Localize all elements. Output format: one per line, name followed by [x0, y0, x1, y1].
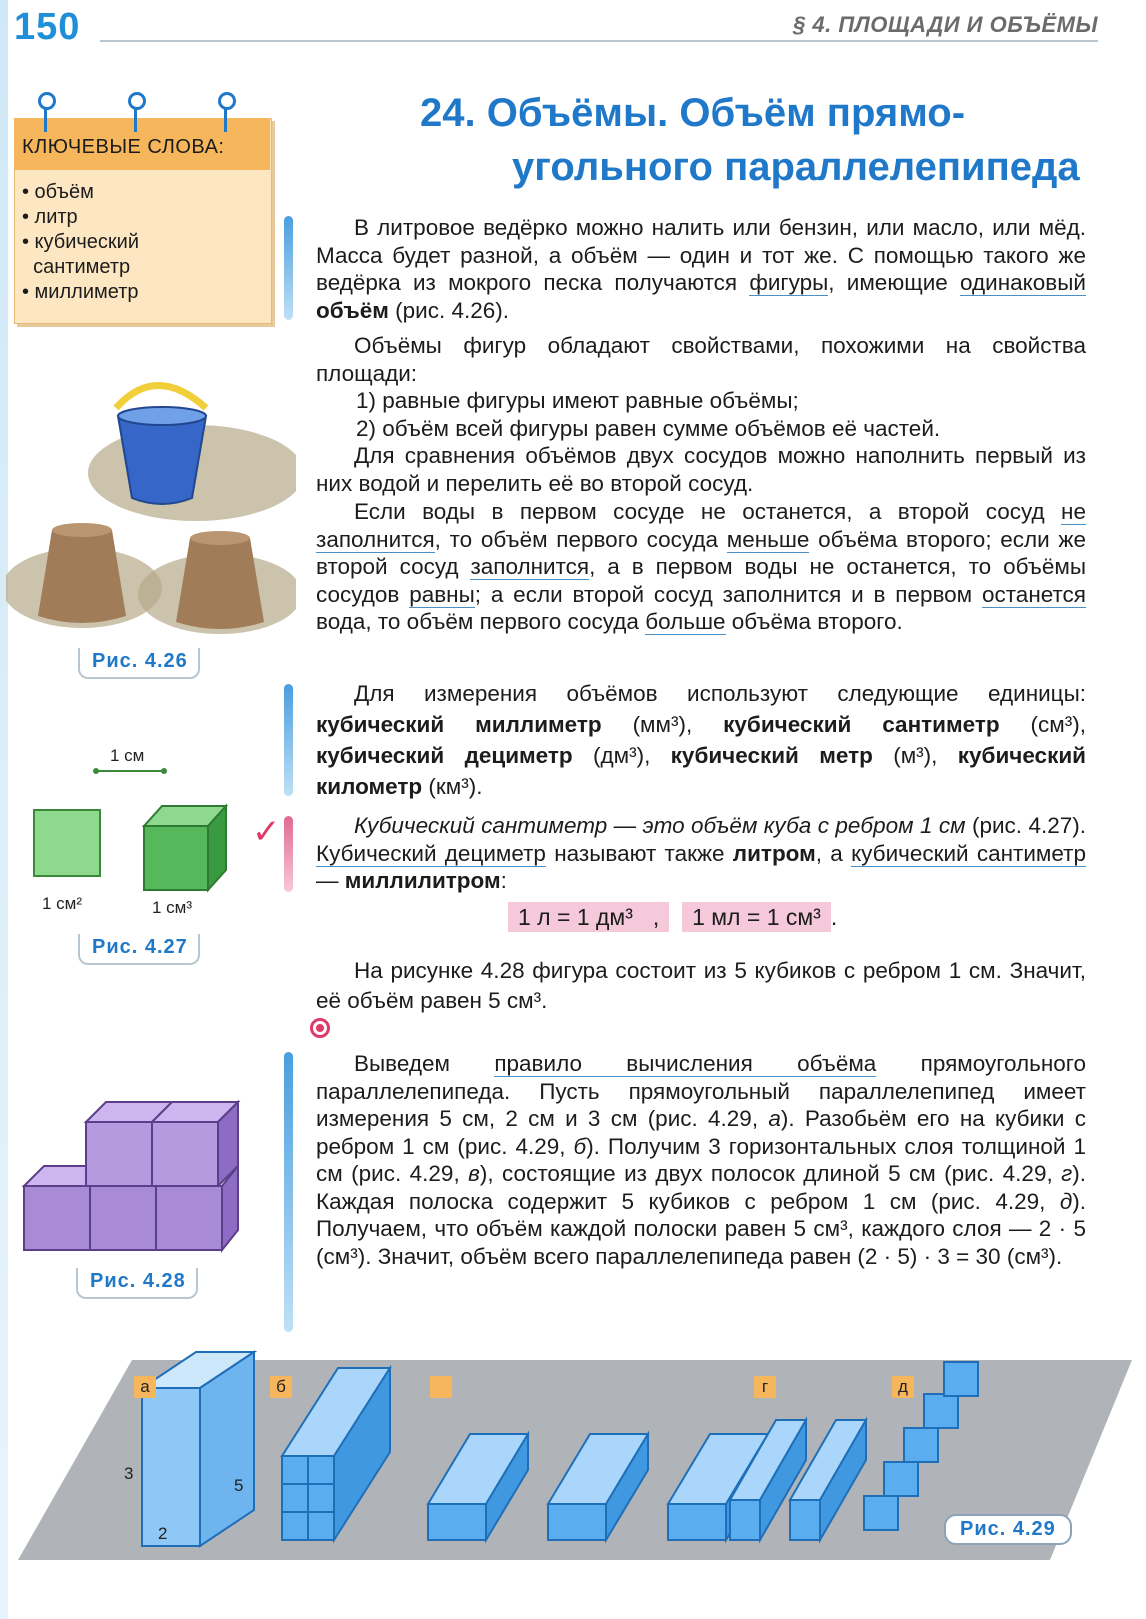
binder-ring-icon	[128, 92, 146, 110]
target-icon	[310, 1018, 330, 1038]
dimension-width: 2	[158, 1524, 168, 1543]
cube-grid	[282, 1456, 334, 1540]
figure-4-26-illustration	[6, 368, 296, 648]
unit-cube	[144, 826, 208, 890]
binder-stem	[134, 108, 137, 132]
paragraph-6: На рисунке 4.28 фигура состоит из 5 кубиков с ребром 1 см. Значит, её объём равен 5 см³.	[316, 958, 1086, 1013]
keyword-item: • объём	[22, 181, 94, 203]
dimension-depth: 5	[234, 1476, 244, 1495]
sand-figure	[176, 538, 264, 629]
paragraph-3: Если воды в первом сосуде не останется, а второй сосуд не заполнится, то объём первого сосуда меньше объёма второго; если же второй сосуд заполнится, а в первом воды не останется, то объёмы сосудов равны; а если второй сосуд заполнится и в первом останется вода, то объём первого сосуда больше объёма второго.	[316, 499, 1086, 634]
formula-millilitre: 1 мл = 1 см³	[682, 902, 831, 932]
figure-label-a: а	[134, 1376, 156, 1398]
margin-marker	[284, 684, 293, 796]
figure-4-27-caption: Рис. 4.27	[78, 934, 200, 965]
unit-square	[34, 810, 100, 876]
paragraph-1: В литровое ведёрко можно налить или бензин, или масло, или мёд. Масса будет разной, а объём — один и тот же. С помощью такого же ведёрка из мокрого песка получаются фигуры, имеющие одинаковый объём (рис. 4.26).	[316, 215, 1086, 323]
figure-4-29-caption: Рис. 4.29	[944, 1514, 1072, 1545]
binder-stem	[224, 108, 227, 132]
solid-box	[142, 1388, 200, 1546]
section-title: § 4. ПЛОЩАДИ И ОБЪЁМЫ	[793, 12, 1098, 37]
formula-litre: 1 л = 1 дм³	[508, 902, 643, 932]
figure-4-28-illustration	[20, 1096, 260, 1276]
binder-stem	[44, 108, 47, 132]
figure-label-d: д	[892, 1376, 914, 1398]
sand-figure	[38, 530, 126, 623]
keyword-item: • кубический	[22, 231, 140, 253]
binder-ring-icon	[218, 92, 236, 110]
lesson-title	[420, 86, 1110, 194]
property-item: 1) равные фигуры имеют равные объёмы;	[356, 388, 799, 413]
property-item: 2) объём всей фигуры равен сумме объёмов её частей.	[356, 415, 941, 441]
figure-label-g: г	[754, 1376, 776, 1398]
figure-4-28-caption: Рис. 4.28	[76, 1268, 198, 1299]
margin-marker	[284, 216, 293, 320]
binder-ring-icon	[38, 92, 56, 110]
header-rule	[100, 40, 1098, 42]
figure-4-27-illustration	[30, 798, 250, 894]
paragraph-2: Объёмы фигур обладают свойствами, похожими на свойства площади: 1) равные фигуры имеют равные объёмы; 2) объём всей фигуры равен сумме объёмов её частей. Для сравнения объёмов двух сосудов можно наполнить первый из них водой и перелить её во второй сосуд.	[316, 333, 1086, 496]
margin-marker-important	[284, 816, 293, 892]
keywords-list	[22, 180, 139, 305]
lesson-title-line1: 24. Объёмы. Объём прямо-	[420, 91, 966, 135]
keyword-item: • миллиметр	[22, 281, 139, 303]
keyword-item: сантиметр	[22, 256, 131, 278]
figure-label-b: б	[270, 1376, 292, 1398]
paragraph-7: Выведем правило вычисления объёма прямоугольного параллелепипеда. Пусть прямоугольный параллелепипед имеет измерения 5 см, 2 см и 3 см (рис. 4.29, а). Разобьём его на кубики с ребром 1 см (рис. 4.29, б). Получим 3 горизонтальных слоя толщиной 1 см (рис. 4.29, в), состоящие из двух полосок длиной 5 см (рис. 4.29, г). Каждая полоска содержит 5 кубиков с ребром 1 см (рис. 4.29, д). Получаем, что объём каждой полоски равен 5 см³, каждого слоя — 2 · 5 (см³). Значит, объём всего параллелепипеда равен (2 · 5) · 3 = 30 (см³).	[316, 1051, 1087, 1269]
keywords-heading: КЛЮЧЕВЫЕ СЛОВА:	[22, 136, 225, 158]
square-label: 1 см²	[42, 894, 83, 913]
keyword-item: • литр	[22, 206, 78, 228]
scale-label: 1 см	[110, 746, 145, 765]
checkmark-icon: ✓	[252, 813, 281, 851]
figure-4-26-caption: Рис. 4.26	[78, 648, 200, 679]
scale-bar	[90, 764, 170, 778]
litre-formula: 1 л = 1 дм³ , 1 мл = 1 см³ .	[508, 904, 837, 931]
bucket-handle	[116, 386, 206, 409]
lesson-title-line2: угольного параллелепипеда	[512, 145, 1080, 189]
paragraph-4: Для измерения объёмов используют следующие единицы: кубический миллиметр (мм³), кубический сантиметр (см³), кубический дециметр (дм³), кубический метр (м³), кубический километр (км³).	[316, 681, 1086, 799]
page-number: 150	[14, 6, 81, 48]
figure-label-v	[430, 1376, 452, 1398]
margin-marker	[284, 1052, 293, 1332]
paragraph-5: Кубический сантиметр — это объём куба с ребром 1 см (рис. 4.27). Кубический дециметр называют также литром, а кубический сантиметр — миллилитром:	[316, 813, 1086, 893]
dimension-height: 3	[124, 1464, 134, 1483]
cube-label: 1 см³	[152, 898, 193, 917]
bucket-icon	[118, 416, 206, 504]
